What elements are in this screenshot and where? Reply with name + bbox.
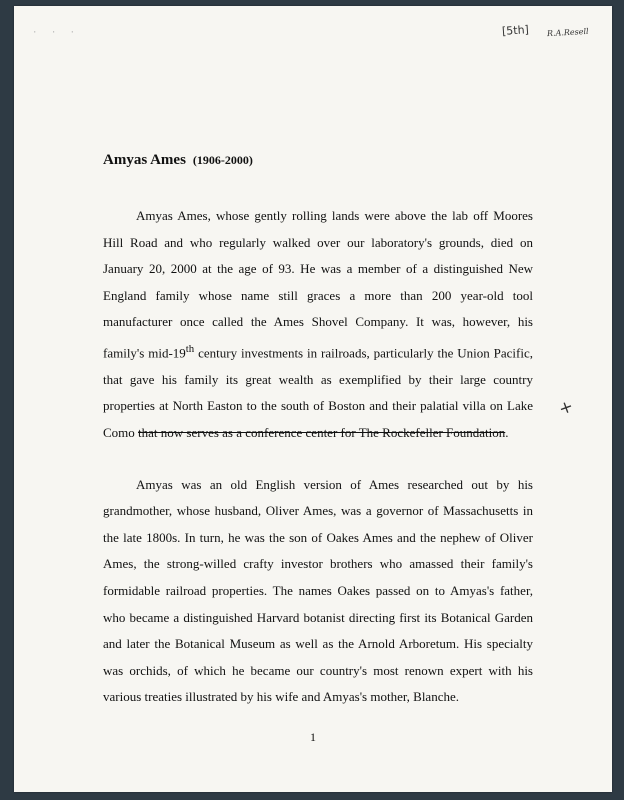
heading-years: (1906-2000): [192, 153, 253, 167]
struck-through-text: that now serves as a conference center for The Rockefeller Foundation: [138, 425, 506, 441]
paragraph-1-text-b: century investments in railroads, particularly the Union Pacific, that gave his family its great wealth as exemplified by their large country properties at North Easton to the south of Boston and their palatial villa on Lake Como: [103, 345, 533, 441]
paragraph-2: Amyas was an old English version of Ames researched out by his grandmother, whose husband, Oliver Ames, was a governor of Massachusetts in the late 1800s. In turn, he was the son of Oakes Ames and the nephew of Oliver Ames, the strong-willed crafty investor brothers who amassed their family's formidable railroad properties. The names Oakes passed on to Amyas's father, who became a distinguished Harvard botanist directing first its Botanical Garden and later the Botanical Museum as well as the Arnold Arboretum. His specialty was orchids, of which he became our country's most renown expert with his various treaties illustrated by his wife and Amyas's mother, Blanche.: [103, 476, 533, 705]
document-body: [103, 151, 533, 711]
handwritten-box-annotation: [5th]: [501, 23, 530, 38]
document-page: [14, 6, 612, 792]
handwritten-initials: R.A.Resell: [546, 26, 589, 39]
edge-marks: · · ·: [32, 28, 80, 38]
paragraph-1-end: .: [505, 425, 509, 441]
page-number: 1: [310, 730, 316, 744]
document-heading: [103, 151, 533, 169]
margin-cross-mark: +: [556, 396, 577, 420]
paragraph-1-text-a: Amyas Ames, whose gently rolling lands were above the lab off Moores Hill Road and who regularly walked over our laboratory's grounds, died on January 20, 2000 at the age of 93. He was a member of a distinguished New England family whose name still graces a more than 200 year-old tool manufacturer once called the Ames Shovel Company. It was, however, his family's mid-19: [103, 208, 533, 361]
paragraph-1: [103, 203, 533, 447]
heading-name: Amyas Ames: [103, 152, 186, 168]
superscript-th: th: [185, 342, 195, 355]
